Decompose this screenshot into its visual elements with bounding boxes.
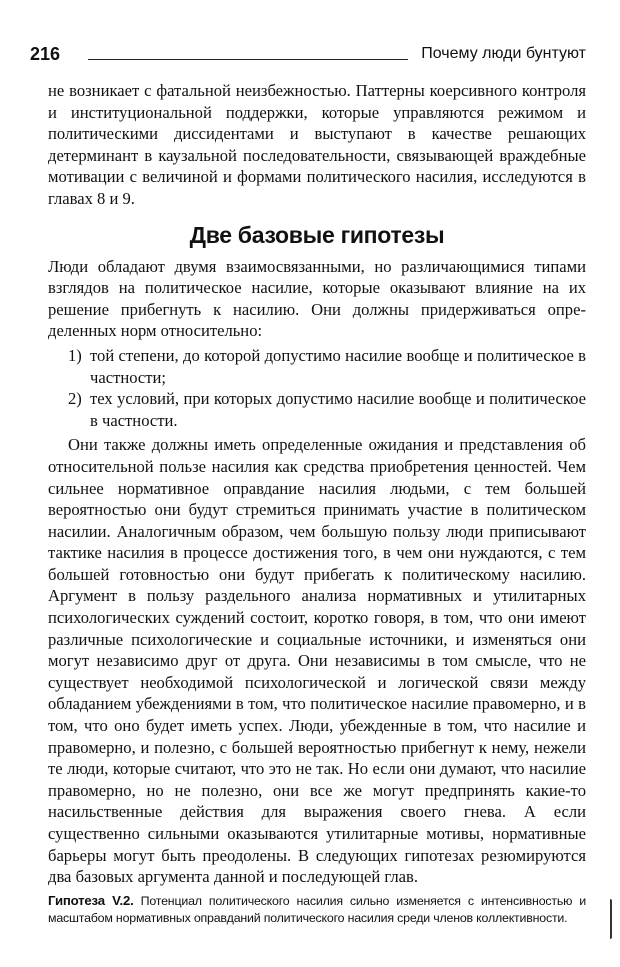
- paragraph-main: Они также должны иметь определенные ожидания и представления об относительной пользе насилия как средства приобретения ценностей. Чем сильнее нормативное оправдание насилия людьми, с тем большей вероятностью они будут стремиться принимать участие в политическом насилии. Аналогичным образом, чем большую пользу люди приписывают тактике насилия в процессе достижения того, в чем они нуждаются, с тем большей готовностью они будут прибегать к политическому насилию. Аргумент в пользу раздельного анализа нормативных и утилитарных психологических суждений состоит, коротко говоря, в том, что они имеют различные психологические и социальные источники, и изменяться они могут независимо друг от друга. Они независимы в том смысле, что не существует необходимой психологической и логической связи между обладанием убеждениями в том, что политическое насилие правомерно, и в том, что оно будет иметь успех. Люди, убежденные в том, что насилие и правомерно, и полезно, с большей вероятностью прибегнут к нему, нежели те люди, которые считают, что это не так. Но если они думают, что насилие правомерно, но не полезно, они все же могут предпринять какие-то насильственные действия для выражения своего гнева. А если существенно сильными оказываются утилитарные мотивы, нормативные барьеры могут быть преодолены. В следующих гипотезах резюмируются два базовых аргумента данной и последующей глав.: [48, 435, 586, 887]
- section-heading: Две базовые гипотезы: [189, 221, 445, 248]
- page-number: 216: [30, 44, 61, 64]
- list-item: [68, 388, 586, 431]
- scan-edge-mark: [604, 899, 612, 939]
- list-item: [68, 345, 586, 388]
- list-item-text: тех условий, при которых допустимо насилие вообще и политическое в частности.: [90, 389, 586, 430]
- paragraph-continuation: не возникает с фатальной неизбежностью. Паттерны коерсивного контроля и институциональной поддержки, которые управляются режимом и политическими диссидентами и выступают в качестве решающих детерминант в каузальной последовательности, связывающей враждебные мотивации с величиной и формами политического насилия, исследуются в главах 8 и 9.: [48, 81, 586, 208]
- list-item-number: 2): [68, 389, 82, 409]
- hypothesis-block: [48, 892, 586, 927]
- running-title: Почему люди бунтуют: [421, 45, 586, 62]
- list-item-number: 1): [68, 345, 82, 365]
- paragraph-intro: Люди обладают двумя взаимосвязанными, но различающимися типами взглядов на политическое насилие, которые оказывают влияние на их решение прибегнуть к насилию. Они должны придерживаться определенных норм относительно:: [48, 256, 586, 341]
- list-item-text: той степени, до которой допустимо насилие вообще и политическое в частности;: [90, 345, 586, 387]
- hypothesis-text: Потенциал политического насилия сильно изменяется с интенсивностью и масштабом нормативных оправданий политического насилия среди членов коллективности.: [48, 893, 586, 925]
- page-body: [48, 80, 586, 927]
- hypothesis-label: Гипотеза V.2.: [48, 892, 134, 908]
- norms-list: [68, 345, 586, 431]
- header-rule: [88, 59, 408, 60]
- page-header: [30, 44, 586, 70]
